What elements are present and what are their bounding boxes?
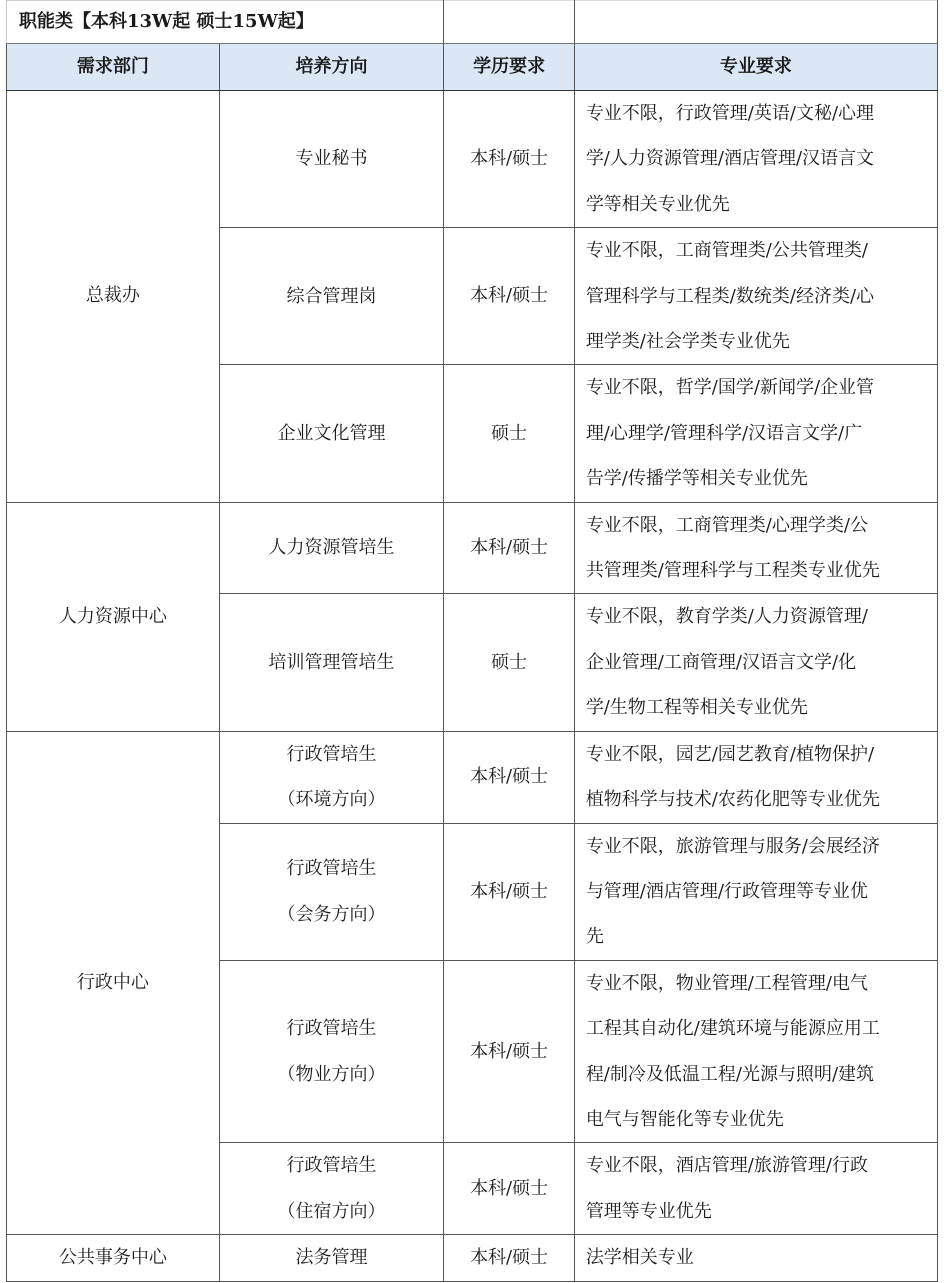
education-cell: 本科/硕士 xyxy=(444,1143,574,1235)
header-department: 需求部门 xyxy=(7,44,220,91)
direction-line: 行政管培生 xyxy=(286,1155,377,1177)
table-row xyxy=(7,1235,938,1282)
direction-line: 企业文化管理 xyxy=(277,422,386,444)
direction-cell xyxy=(219,960,444,1143)
requirement-cell xyxy=(574,594,937,731)
blank-cell xyxy=(574,1,937,44)
direction-line: 专业秘书 xyxy=(295,148,368,170)
requirement-cell xyxy=(574,731,937,823)
header-row xyxy=(7,44,938,91)
direction-line: 行政管培生 xyxy=(286,1018,377,1040)
direction-line: 培训管理管培生 xyxy=(268,651,395,673)
direction-line: （物业方向） xyxy=(277,1063,386,1085)
education-cell: 硕士 xyxy=(444,365,574,502)
recruitment-table xyxy=(6,0,938,1282)
education-cell: 本科/硕士 xyxy=(444,228,574,365)
requirement-line: 管理等专业优先 xyxy=(585,1200,712,1222)
education-cell: 本科/硕士 xyxy=(444,502,574,594)
direction-line: （环境方向） xyxy=(277,789,386,811)
direction-cell xyxy=(219,1235,444,1282)
requirement-line: 专业不限，旅游管理与服务/会展经济 xyxy=(585,835,880,857)
requirement-line: 理/心理学/管理科学/汉语言文学/广 xyxy=(585,422,863,444)
section-title: 职能类【本科13W起 硕士15W起】 xyxy=(7,1,444,44)
department-cell: 总裁办 xyxy=(7,91,220,503)
table-row xyxy=(7,502,938,594)
direction-line: 行政管培生 xyxy=(286,743,377,765)
header-requirement: 专业要求 xyxy=(574,44,937,91)
education-cell: 本科/硕士 xyxy=(444,91,574,228)
requirement-line: 植物科学与技术/农药化肥等专业优先 xyxy=(585,789,880,811)
direction-cell xyxy=(219,823,444,960)
table-row xyxy=(7,91,938,228)
direction-cell xyxy=(219,731,444,823)
requirement-line: 企业管理/工商管理/汉语言文学/化 xyxy=(585,651,857,673)
direction-cell xyxy=(219,91,444,228)
requirement-cell xyxy=(574,1143,937,1235)
requirement-cell xyxy=(574,1235,937,1282)
department-cell: 行政中心 xyxy=(7,731,220,1234)
direction-line: 法务管理 xyxy=(295,1247,368,1269)
requirement-line: 与管理/酒店管理/行政管理等专业优 xyxy=(585,880,868,902)
direction-cell xyxy=(219,594,444,731)
requirement-line: 学等相关专业优先 xyxy=(585,193,730,215)
requirement-line: 专业不限，工商管理类/公共管理类/ xyxy=(585,240,868,262)
table-row xyxy=(7,731,938,823)
requirement-cell xyxy=(574,365,937,502)
section-title-row xyxy=(7,1,938,44)
requirement-line: 专业不限，行政管理/英语/文秘/心理 xyxy=(585,103,875,124)
requirement-line: 专业不限，酒店管理/旅游管理/行政 xyxy=(585,1155,868,1177)
department-cell: 公共事务中心 xyxy=(7,1235,220,1282)
requirement-line: 专业不限，园艺/园艺教育/植物保护/ xyxy=(585,743,875,765)
direction-line: 人力资源管培生 xyxy=(268,537,395,559)
direction-cell xyxy=(219,502,444,594)
education-cell: 本科/硕士 xyxy=(444,823,574,960)
requirement-line: 专业不限，哲学/国学/新闻学/企业管 xyxy=(585,377,875,399)
education-cell: 本科/硕士 xyxy=(444,731,574,823)
direction-line: （住宿方向） xyxy=(277,1200,386,1222)
department-cell: 人力资源中心 xyxy=(7,502,220,731)
requirement-line: 电气与智能化等专业优先 xyxy=(585,1108,784,1130)
education-cell: 硕士 xyxy=(444,594,574,731)
education-cell: 本科/硕士 xyxy=(444,960,574,1143)
requirement-line: 程/制冷及低温工程/光源与照明/建筑 xyxy=(585,1063,875,1085)
requirement-line: 工程其自动化/建筑环境与能源应用工 xyxy=(585,1018,880,1040)
requirement-line: 共管理类/管理科学与工程类专业优先 xyxy=(585,560,880,582)
table-body xyxy=(7,1,938,1282)
requirement-line: 管理科学与工程类/数统类/经济类/心 xyxy=(585,285,875,307)
requirement-cell xyxy=(574,960,937,1143)
requirement-cell xyxy=(574,823,937,960)
direction-line: 行政管培生 xyxy=(286,858,377,880)
requirement-line: 告学/传播学等相关专业优先 xyxy=(585,468,808,490)
direction-cell xyxy=(219,365,444,502)
direction-line: （会务方向） xyxy=(277,903,386,925)
requirement-line: 专业不限，工商管理类/心理学类/公 xyxy=(585,514,868,536)
requirement-cell xyxy=(574,91,937,228)
requirement-line: 专业不限，教育学类/人力资源管理/ xyxy=(585,606,868,628)
direction-cell xyxy=(219,228,444,365)
blank-cell xyxy=(444,1,574,44)
requirement-line: 法学相关专业 xyxy=(585,1247,694,1269)
requirement-line: 学/生物工程等相关专业优先 xyxy=(585,697,808,719)
education-cell: 本科/硕士 xyxy=(444,1235,574,1282)
requirement-line: 专业不限，物业管理/工程管理/电气 xyxy=(585,972,868,994)
requirement-cell xyxy=(574,502,937,594)
direction-line: 综合管理岗 xyxy=(286,285,377,307)
requirement-line: 先 xyxy=(585,926,604,948)
direction-cell xyxy=(219,1143,444,1235)
header-education: 学历要求 xyxy=(444,44,574,91)
header-direction: 培养方向 xyxy=(219,44,444,91)
requirement-line: 学/人力资源管理/酒店管理/汉语言文 xyxy=(585,148,875,170)
requirement-cell xyxy=(574,228,937,365)
requirement-line: 理学类/社会学类专业优先 xyxy=(585,331,790,353)
